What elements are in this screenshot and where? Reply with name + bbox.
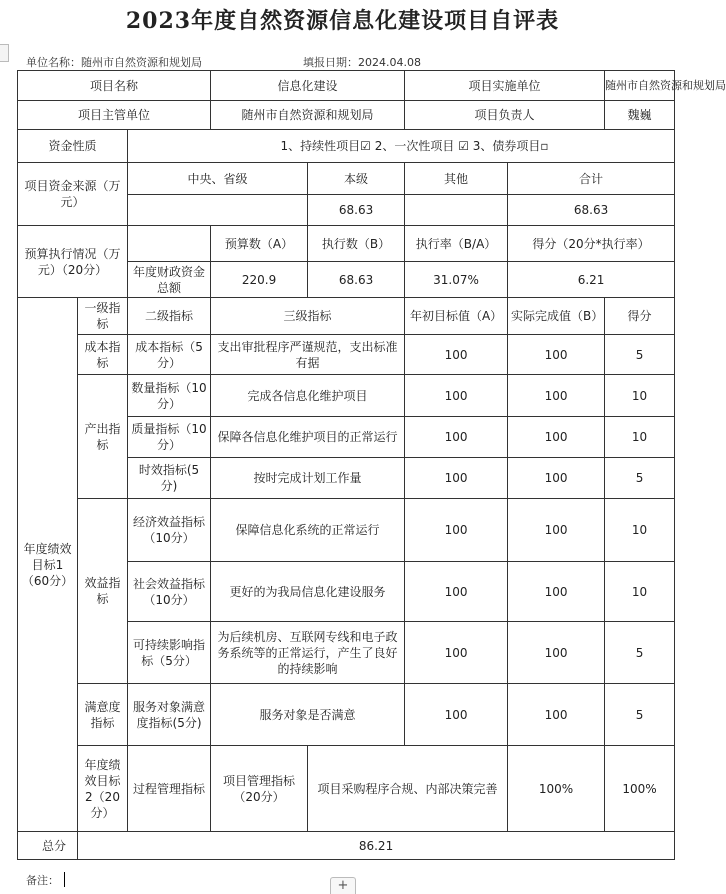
goal1-h-b: 实际完成值（B） [508, 298, 605, 335]
row-goal1-head [18, 298, 675, 335]
budget-label: 预算执行情况（万元）（20分） [18, 226, 128, 298]
budget-row-label: 年度财政资金总额 [128, 262, 211, 298]
goal1-h-a: 年初目标值（A） [405, 298, 508, 335]
goal1-h-score: 得分 [605, 298, 675, 335]
evaluation-table [17, 70, 726, 860]
add-row-button[interactable]: + [330, 877, 356, 894]
satisfaction-category: 满意度指标 [78, 684, 128, 746]
item-l2: 可持续影响指标（5分） [128, 622, 211, 684]
goal1-label: 年度绩效目标1（60分） [18, 298, 78, 832]
item-b[interactable]: 100 [508, 499, 605, 562]
item-l2: 社会效益指标（10分） [128, 562, 211, 622]
leader-label: 项目负责人 [405, 101, 605, 130]
row-source-head [18, 163, 675, 195]
source-v-local[interactable]: 68.63 [308, 195, 405, 226]
total-value[interactable]: 86.21 [78, 832, 675, 860]
item-score[interactable]: 5 [605, 335, 675, 375]
impl-unit-label: 项目实施单位 [405, 71, 605, 101]
budget-h-a: 预算数（A） [211, 226, 308, 262]
goal2-a[interactable]: 100% [508, 746, 605, 832]
row-goal2 [18, 746, 675, 832]
table-row [18, 375, 675, 417]
goal1-h-l1: 一级指标 [78, 298, 128, 335]
total-label: 总分 [18, 832, 78, 860]
source-h-central: 中央、省级 [128, 163, 308, 195]
item-b[interactable]: 100 [508, 417, 605, 458]
source-label: 项目资金来源（万元） [18, 163, 128, 226]
goal2-label: 年度绩效目标2（20分） [78, 746, 128, 832]
goal2-l3: 项目采购程序合规、内部决策完善 [308, 746, 508, 832]
item-score[interactable]: 10 [605, 499, 675, 562]
budget-h-blank [128, 226, 211, 262]
benefit-category: 效益指标 [78, 499, 128, 684]
impl-unit-value[interactable]: 随州市自然资源和规划局 [605, 71, 675, 101]
output-category: 产出指标 [78, 375, 128, 499]
table-row [18, 499, 675, 562]
budget-h-score: 得分（20分*执行率） [508, 226, 675, 262]
dept-label: 项目主管单位 [18, 101, 211, 130]
item-l2: 数量指标（10分） [128, 375, 211, 417]
row-dept [18, 101, 675, 130]
row-budget-head [18, 226, 675, 262]
budget-v-a[interactable]: 220.9 [211, 262, 308, 298]
fund-nature-label: 资金性质 [18, 130, 128, 163]
item-b[interactable]: 100 [508, 375, 605, 417]
item-b[interactable]: 100 [508, 458, 605, 499]
row-project-name [18, 71, 675, 101]
source-v-total[interactable]: 68.63 [508, 195, 675, 226]
item-b[interactable]: 100 [508, 562, 605, 622]
item-score[interactable]: 5 [605, 684, 675, 746]
goal1-h-l2: 二级指标 [128, 298, 211, 335]
goal1-h-l3: 三级指标 [211, 298, 405, 335]
source-h-other: 其他 [405, 163, 508, 195]
fill-date: 填报日期：2024.04.08 [303, 56, 421, 69]
budget-h-b: 执行数（B） [308, 226, 405, 262]
source-h-local: 本级 [308, 163, 405, 195]
item-l2: 成本指标（5分） [128, 335, 211, 375]
item-a[interactable]: 100 [405, 499, 508, 562]
item-b[interactable]: 100 [508, 622, 605, 684]
goal2-l1: 过程管理指标 [128, 746, 211, 832]
item-score[interactable]: 10 [605, 375, 675, 417]
item-l3: 服务对象是否满意 [211, 684, 405, 746]
item-l3: 为后续机房、互联网专线和电子政务系统等的正常运行，产生了良好的持续影响 [211, 622, 405, 684]
row-fund-nature [18, 130, 675, 163]
source-v-other[interactable] [405, 195, 508, 226]
item-a[interactable]: 100 [405, 562, 508, 622]
item-score[interactable]: 5 [605, 622, 675, 684]
item-a[interactable]: 100 [405, 458, 508, 499]
table-row [18, 684, 675, 746]
item-a[interactable]: 100 [405, 417, 508, 458]
item-a[interactable]: 100 [405, 684, 508, 746]
page-title: 2023年度自然资源信息化建设项目自评表 [125, 8, 560, 34]
item-l3: 支出审批程序严谨规范，支出标准有据 [211, 335, 405, 375]
item-score[interactable]: 10 [605, 562, 675, 622]
source-h-total: 合计 [508, 163, 675, 195]
row-total [18, 832, 675, 860]
item-b[interactable]: 100 [508, 335, 605, 375]
item-b[interactable]: 100 [508, 684, 605, 746]
fund-nature-value[interactable]: 1、持续性项目☑ 2、一次性项目 ☑ 3、债券项目▫ [128, 130, 675, 163]
cost-category: 成本指标 [78, 335, 128, 375]
item-l3: 更好的为我局信息化建设服务 [211, 562, 405, 622]
dept-value[interactable]: 随州市自然资源和规划局 [211, 101, 405, 130]
budget-v-rate[interactable]: 31.07% [405, 262, 508, 298]
item-l2: 质量指标（10分） [128, 417, 211, 458]
project-name-value[interactable]: 信息化建设 [211, 71, 405, 101]
unit-name: 单位名称：随州市自然资源和规划局 [26, 56, 202, 69]
source-v-central[interactable] [128, 195, 308, 226]
side-handle[interactable] [0, 44, 9, 62]
item-l3: 按时完成计划工作量 [211, 458, 405, 499]
leader-value[interactable]: 魏巍 [605, 101, 675, 130]
item-l3: 保障各信息化维护项目的正常运行 [211, 417, 405, 458]
goal2-l2: 项目管理指标（20分） [211, 746, 308, 832]
budget-v-b[interactable]: 68.63 [308, 262, 405, 298]
item-l3: 完成各信息化维护项目 [211, 375, 405, 417]
project-name-label: 项目名称 [18, 71, 211, 101]
item-a[interactable]: 100 [405, 335, 508, 375]
item-l3: 保障信息化系统的正常运行 [211, 499, 405, 562]
item-score[interactable]: 10 [605, 417, 675, 458]
text-cursor [64, 872, 65, 887]
goal2-b[interactable]: 100% [605, 746, 675, 832]
item-l2: 经济效益指标（10分） [128, 499, 211, 562]
item-l2: 服务对象满意度指标(5分) [128, 684, 211, 746]
item-l2: 时效指标(5分) [128, 458, 211, 499]
item-a[interactable]: 100 [405, 375, 508, 417]
budget-v-score[interactable]: 6.21 [508, 262, 675, 298]
budget-h-rate: 执行率（B/A） [405, 226, 508, 262]
item-score[interactable]: 5 [605, 458, 675, 499]
remark-label: 备注： [26, 874, 59, 887]
item-a[interactable]: 100 [405, 622, 508, 684]
table-row [18, 335, 675, 375]
